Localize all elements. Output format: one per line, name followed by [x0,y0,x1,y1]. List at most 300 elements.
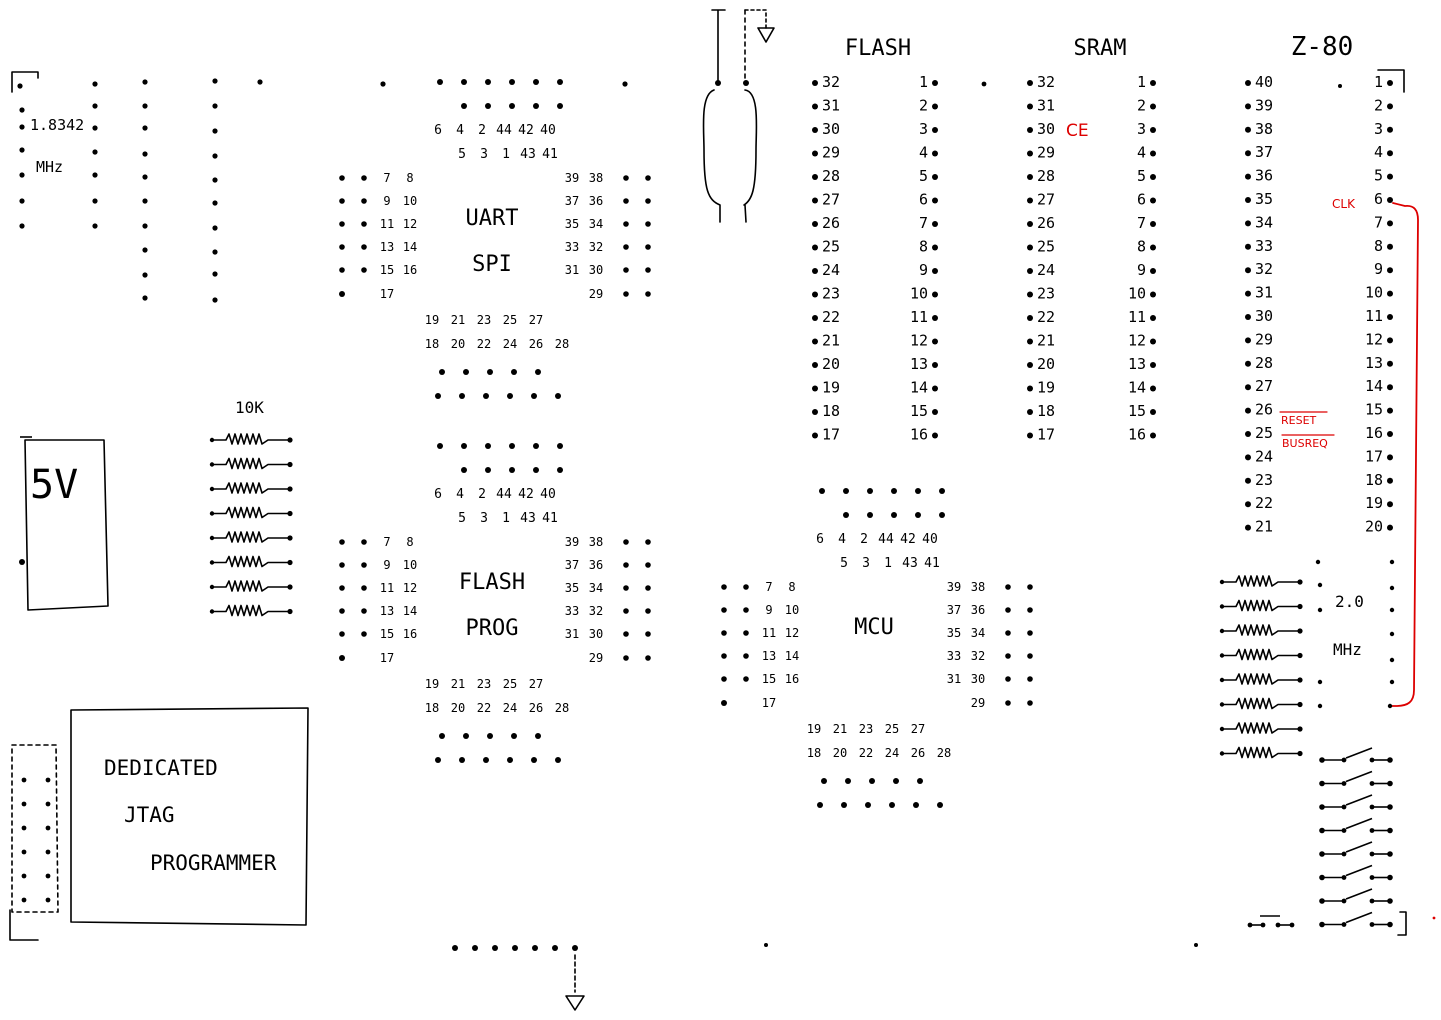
pin-dot [512,945,518,951]
switch-lever [1346,913,1372,923]
pin-number-label: 8 [788,580,796,594]
pin-dot [841,802,847,808]
pin-dot [92,81,97,86]
pin-number-label: 10 [784,603,800,617]
pin-dot [865,802,871,808]
pin-number-label: 2 [478,487,486,502]
pin-number-label: 7 [765,580,773,594]
pin-dot [1390,560,1394,564]
pin-dot [645,539,651,545]
corner-bracket [10,910,38,940]
pin-number-label: 28 [936,746,952,760]
pin-dot [212,128,217,133]
pin-number-label: 30 [822,120,841,138]
pin-dot [937,802,943,808]
pin-dot [867,488,873,494]
pin-dot [645,198,651,204]
pin-dot [46,826,51,831]
pin-dot [1387,408,1393,414]
resistor [1220,723,1303,733]
pin-dot [1005,584,1011,590]
pin-dot [532,945,538,951]
pin-number-label: 22 [1255,494,1274,513]
pin-dot [339,291,345,297]
pin-number-label: 27 [528,313,544,327]
pin-dot [1387,361,1393,367]
pin-number-label: 22 [1037,308,1056,326]
pin-dot [1387,103,1393,109]
pin-number-label: 7 [918,214,928,232]
pin-number-label: 10 [1127,284,1146,303]
pin-number-label: 20 [450,337,466,351]
pin-dot [932,362,938,368]
pin-dot [932,433,938,439]
pin-dot [743,676,749,682]
pin-dot [1318,583,1322,587]
pin-dot [817,802,823,808]
pin-dot [932,292,938,298]
pin-dot [1342,781,1347,786]
resistor-lead-dot [287,584,292,589]
pin-dot [552,945,558,951]
pin-dot [1150,221,1156,227]
pin-dot [1027,653,1033,659]
corner-bracket [12,72,38,92]
pin-dot [1150,151,1156,157]
pin-number-label: 37 [1255,143,1274,162]
pin-dot [812,127,818,133]
pin-number-label: 10 [909,284,928,303]
pin-number-label: 41 [542,511,558,526]
pin-dot [485,467,491,473]
pin-dot [1387,851,1393,857]
pin-dot [1005,630,1011,636]
pin-number-label: 20 [1037,355,1056,373]
pin-dot [361,631,367,637]
pin-number-label: 35 [946,626,962,640]
pin-number-label: 8 [1136,237,1146,256]
pin-dot [915,512,921,518]
pin-dot [142,174,147,179]
pin-number-label: 27 [1037,190,1056,209]
pin-number-label: 1 [1136,73,1146,91]
oscillator-unit-label: MHz [1333,640,1362,659]
pin-dot [459,757,465,763]
sram-chip-socket [1027,73,1156,444]
pin-dot [339,631,345,637]
pin-dot [939,488,945,494]
resistor-zigzag [1222,723,1300,733]
resistor-zigzag [1222,699,1300,709]
pin-number-label: 31 [1255,283,1274,302]
pin-dot [1027,386,1033,392]
pin-number-label: 7 [383,171,391,185]
jtag-label-line2: JTAG [124,803,175,827]
resistor [210,606,293,616]
pin-dot [1245,314,1251,320]
pin-number-label: 21 [1255,517,1274,536]
pin-number-label: 18 [822,402,841,420]
pin-dot [535,369,541,375]
pin-dot [867,512,873,518]
connector-stub [745,10,766,28]
pin-dot [623,585,629,591]
pin-dot [845,778,851,784]
pin-dot [509,79,515,85]
pin-dot [1387,384,1393,390]
pin-dot [1245,501,1251,507]
resistor-lead-dot [287,462,292,467]
resistor-zigzag [212,532,290,542]
pin-number-label: 36 [588,194,604,208]
resistor-lead-dot [287,609,292,614]
pin-number-label: 38 [1255,119,1274,138]
pin-number-label: 16 [784,672,800,686]
pin-dot [982,82,987,87]
pin-dot [721,676,727,682]
pin-number-label: 29 [1037,143,1056,162]
pin-dot [361,267,367,273]
pin-number-label: 2 [478,123,486,138]
pin-dot [812,386,818,392]
pin-dot [645,267,651,273]
pin-number-label: 14 [402,604,418,618]
pin-number-label: 35 [564,217,580,231]
pin-number-label: 32 [588,604,604,618]
pin-number-label: 3 [862,556,870,571]
pin-number-label: 18 [424,337,440,351]
pin-dot [339,539,345,545]
pin-number-label: 30 [1255,307,1274,325]
pin-number-label: 19 [822,378,841,397]
pin-number-label: 29 [970,696,986,710]
resistor-lead-dot [1297,702,1302,707]
pin-dot [142,272,147,277]
pin-dot [812,221,818,227]
pin-dot [939,512,945,518]
pin-dot [917,778,923,784]
pin-number-label: 26 [528,701,544,715]
pin-dot [1387,431,1393,437]
pin-dot [1027,700,1033,706]
pin-number-label: 22 [476,337,492,351]
pin-dot [339,585,345,591]
resistor-zigzag [212,434,290,444]
pin-dot [812,174,818,180]
pin-dot [1390,608,1394,612]
pin-dot [1150,268,1156,274]
pin-dot [1316,560,1320,564]
pin-dot [212,225,217,230]
resistor [1220,748,1303,758]
pin-dot [461,467,467,473]
pin-number-label: 23 [1255,470,1274,489]
pin-dot [461,79,467,85]
pin-number-label: 24 [1255,447,1274,466]
pin-dot [1027,315,1033,321]
pin-number-label: 13 [761,649,777,663]
pin-dot [1005,653,1011,659]
socket-label: SPI [472,252,512,277]
pin-number-label: 5 [840,556,848,571]
pin-number-label: 32 [588,240,604,254]
pin-dot [1387,80,1393,86]
pin-dot [557,443,563,449]
pin-dot [645,631,651,637]
pin-dot [1387,244,1393,250]
pin-number-label: 23 [858,722,874,736]
pin-number-label: 34 [970,626,986,640]
pin-number-label: 33 [946,649,962,663]
pin-number-label: 15 [1127,402,1146,420]
pin-dot [1027,198,1033,204]
pin-dot [645,655,651,661]
pin-number-label: 8 [918,237,928,256]
pin-number-label: 15 [379,263,395,277]
socket-label: MCU [854,615,894,640]
pin-number-label: 10 [402,194,418,208]
pin-number-label: 21 [450,677,466,691]
pin-dot [339,221,345,227]
pin-dot [535,733,541,739]
pin-dot [339,267,345,273]
pin-dot [46,874,51,879]
pin-dot [511,369,517,375]
pin-dot [812,315,818,321]
pin-dot [339,655,345,661]
pin-dot [915,488,921,494]
pin-number-label: 17 [1037,425,1056,444]
pin-number-label: 29 [588,287,604,301]
pin-dot [623,291,629,297]
pin-dot [531,757,537,763]
pin-dot [1150,433,1156,439]
pin-dot [1150,80,1156,86]
resistor-lead-dot [1297,604,1302,609]
pin-dot [1290,923,1295,928]
pin-number-label: 34 [1255,213,1274,232]
pin-number-label: 11 [379,581,395,595]
pin-number-label: 36 [1255,166,1274,185]
pin-dot [812,268,818,274]
pin-number-label: 28 [1037,167,1056,185]
pin-dot [1318,608,1322,612]
pin-number-label: 43 [902,556,918,571]
pin-dot [932,198,938,204]
resistor [210,581,293,591]
pin-dot [361,175,367,181]
pin-number-label: 27 [1255,377,1274,396]
pin-number-label: 33 [564,240,580,254]
pin-number-label: 6 [1373,190,1383,208]
pin-number-label: 9 [1136,261,1146,279]
ground-arrow-icon [566,996,584,1010]
resistor-lead-dot [287,511,292,516]
pin-dot [142,125,147,130]
pin-dot [485,103,491,109]
pin-dot [46,898,51,903]
pin-dot [932,80,938,86]
pin-dot [22,850,27,855]
pin-number-label: 26 [910,746,926,760]
pin-dot [487,369,493,375]
pin-dot [339,198,345,204]
pin-number-label: 16 [909,425,928,444]
pin-dot [1387,828,1393,834]
pin-dot [46,850,51,855]
pin-dot [435,757,441,763]
pin-dot [212,271,217,276]
flash-chip-socket [812,73,938,444]
pin-number-label: 27 [910,722,926,736]
pin-dot [1261,923,1266,928]
pin-number-label: 1 [502,147,510,162]
pin-number-label: 27 [528,677,544,691]
pin-number-label: 3 [1373,119,1383,138]
pin-dot [22,778,27,783]
pin-dot [361,244,367,250]
pin-dot [1005,700,1011,706]
pin-dot [557,467,563,473]
pin-number-label: 4 [1136,143,1146,162]
pin-number-label: 14 [402,240,418,254]
pin-dot [812,80,818,86]
pin-dot [463,369,469,375]
resistor-zigzag [212,459,290,469]
pin-dot [645,291,651,297]
socket-label: UART [465,206,519,231]
pin-number-label: 5 [1136,167,1146,185]
pin-number-label: 19 [424,677,440,691]
pin-number-label: 16 [402,627,418,641]
pin-dot [1027,409,1033,415]
pin-number-label: 28 [554,337,570,351]
pin-dot [483,757,489,763]
pin-dot [1390,632,1394,636]
pin-dot [1318,704,1322,708]
pin-number-label: 2 [1136,96,1146,115]
pin-dot [743,630,749,636]
pin-dot [743,584,749,590]
socket-label: PROG [465,616,519,641]
pin-dot [1245,384,1251,390]
pin-dot [557,79,563,85]
pin-number-label: 21 [822,331,841,350]
crystal-unit-label: MHz [36,158,64,176]
pin-number-label: 30 [970,672,986,686]
pin-number-label: 17 [379,651,395,665]
pin-dot [1390,658,1394,662]
pin-dot [507,393,513,399]
pin-number-label: 20 [822,355,841,373]
pin-dot [1027,630,1033,636]
pin-dot [1387,314,1393,320]
pin-dot [1342,828,1347,833]
pin-dot [1027,104,1033,110]
pin-dot [623,539,629,545]
pin-dot [509,443,515,449]
pin-number-label: 13 [1127,355,1146,373]
pin-number-label: 38 [588,535,604,549]
pin-dot [645,244,651,250]
pin-number-label: 16 [1364,424,1383,442]
pin-dot [1027,292,1033,298]
pin-dot [19,198,24,203]
pin-dot [1194,943,1198,947]
resistor [1220,601,1303,611]
resistor-zigzag [212,483,290,493]
pin-number-label: 5 [918,167,928,185]
pin-number-label: 6 [816,532,824,547]
pin-dot [1388,704,1392,708]
pin-number-label: 15 [909,402,928,420]
pin-number-label: 13 [909,355,928,373]
pin-dot [1027,127,1033,133]
pin-dot [1387,150,1393,156]
pin-number-label: 23 [476,313,492,327]
pin-dot [92,149,97,154]
pin-number-label: 40 [922,532,938,547]
pin-dot [1150,409,1156,415]
resistor-lead-dot [1297,653,1302,658]
pin-dot [812,151,818,157]
pin-number-label: 22 [822,308,841,326]
pin-dot [1387,804,1393,810]
pin-dot [1387,127,1393,133]
pin-dot [1433,917,1436,920]
pin-number-label: 21 [1037,331,1056,350]
pin-dot [932,221,938,227]
pin-number-label: 30 [588,627,604,641]
pin-dot [212,249,217,254]
resistor-zigzag [1222,601,1300,611]
pin-dot [1150,315,1156,321]
pin-dot [743,80,749,86]
resistor [1220,576,1303,586]
jtag-header-outline [12,745,58,912]
pin-dot [1342,922,1347,927]
resistor [1220,650,1303,660]
resistor-zigzag [1222,674,1300,684]
resistor [210,557,293,567]
pin-number-label: 31 [564,263,580,277]
resistor-lead-dot [287,486,292,491]
pin-number-label: 39 [1255,96,1274,115]
resistor-lead-dot [1297,579,1302,584]
pin-number-label: 12 [784,626,800,640]
pin-number-label: 23 [476,677,492,691]
pin-dot [1245,197,1251,203]
uart-spi-socket [339,79,651,399]
pin-dot [19,147,24,152]
supply-voltage-label: 5V [30,462,79,508]
pin-dot [361,585,367,591]
pin-dot [623,221,629,227]
pin-number-label: 1 [1373,73,1383,91]
pin-dot [1338,84,1342,88]
pin-number-label: 26 [822,214,841,232]
pin-number-label: 24 [1037,261,1056,279]
pin-dot [1387,898,1393,904]
resistor [210,434,293,444]
pin-dot [623,267,629,273]
pin-dot [439,369,445,375]
pin-dot [812,409,818,415]
pin-dot [1027,584,1033,590]
pin-number-label: 5 [458,147,466,162]
pin-dot [623,562,629,568]
pin-number-label: 1 [502,511,510,526]
